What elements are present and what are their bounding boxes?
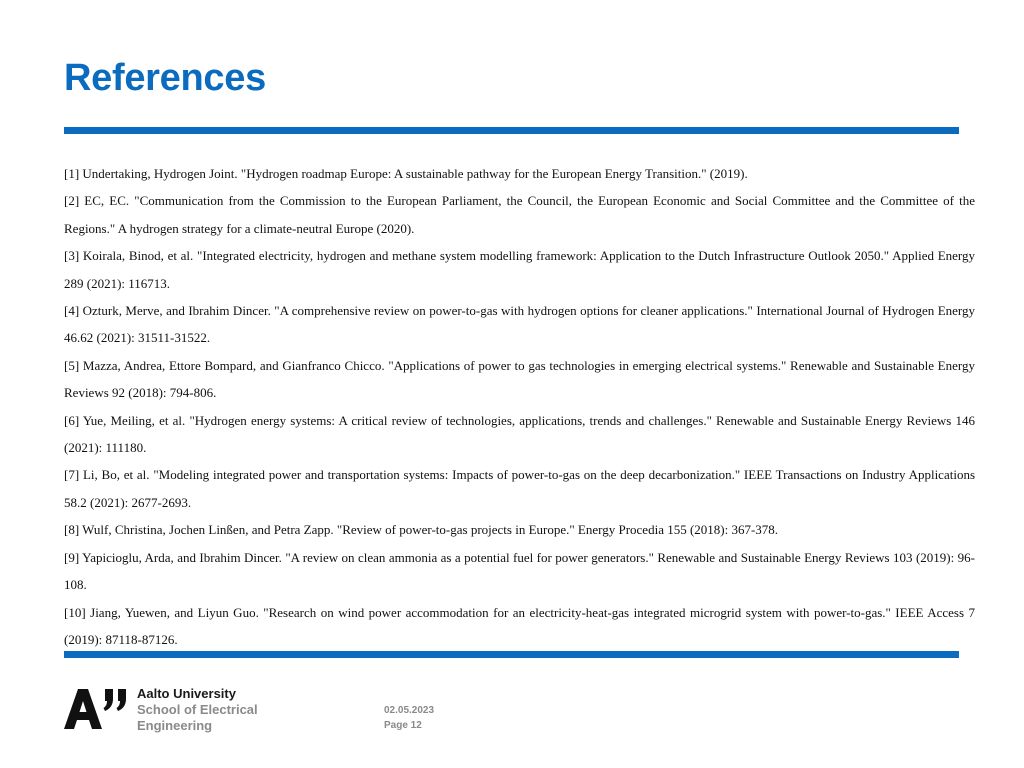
reference-item-9: [9] Yapicioglu, Arda, and Ibrahim Dincer. "A review on clean ammonia as a potential fuel for power generators." Renewable and Sustainable Energy Reviews 103 (2019): 96-108. — [64, 549, 975, 593]
reference-item-10: [10] Jiang, Yuewen, and Liyun Guo. "Research on wind power accommodation for an electricity-heat-gas integrated microgrid system with power-to-gas." IEEE Access 7 (2019): 87118-87126. — [64, 604, 975, 647]
page-title: References — [64, 57, 266, 99]
reference-item-5: [5] Mazza, Andrea, Ettore Bompard, and Gianfranco Chicco. "Applications of power to gas technologies in emerging electrical systems." Renewable and Sustainable Energy Reviews 92 (2018): 794-806. — [64, 357, 975, 401]
reference-item-2: [2] EC, EC. "Communication from the Commission to the European Parliament, the Council, the European Economic and Social Committee and the Committee of the Regions." A hydrogen strategy for a climate-neutral Europe (2020). — [64, 193, 975, 236]
reference-item-3: [3] Koirala, Binod, et al. "Integrated electricity, hydrogen and methane system modelling framework: Application to the Dutch Infrastructure Outlook 2050." Applied Energy 289 (2021): 116713. — [64, 248, 975, 291]
header-divider — [64, 127, 959, 134]
university-line-1: Aalto University — [137, 686, 236, 701]
page-number: Page 12 — [384, 720, 422, 731]
slide-meta — [384, 703, 434, 733]
reference-item-1: [1] Undertaking, Hydrogen Joint. "Hydrogen roadmap Europe: A sustainable pathway for the European Energy Transition." (2019). — [64, 166, 748, 181]
university-line-2: School of Electrical — [137, 702, 258, 717]
slide-date: 02.05.2023 — [384, 705, 435, 716]
footer-divider — [64, 651, 959, 658]
reference-item-4: [4] Ozturk, Merve, and Ibrahim Dincer. "A comprehensive review on power-to-gas with hydrogen options for cleaner applications." International Journal of Hydrogen Energy 46.62 (2021): 31511-31522. — [64, 303, 975, 346]
university-line-3: Engineering — [137, 718, 213, 733]
reference-item-7: [7] Li, Bo, et al. "Modeling integrated power and transportation systems: Impacts of power-to-gas on the deep decarbonization." IEEE Transactions on Industry Applications 58.2 (2021): 2677-2693. — [64, 467, 975, 510]
university-name — [137, 686, 258, 734]
reference-item-8: [8] Wulf, Christina, Jochen Linßen, and Petra Zapp. "Review of power-to-gas projects in Europe." Energy Procedia 155 (2018): 367-378. — [64, 522, 779, 538]
reference-list — [64, 160, 975, 653]
reference-item-6: [6] Yue, Meiling, et al. "Hydrogen energy systems: A critical review of technologies, applications, trends and challenges." Renewable and Sustainable Energy Reviews 146 (2021): 111180. — [64, 412, 975, 456]
aalto-logo-icon — [64, 688, 130, 730]
